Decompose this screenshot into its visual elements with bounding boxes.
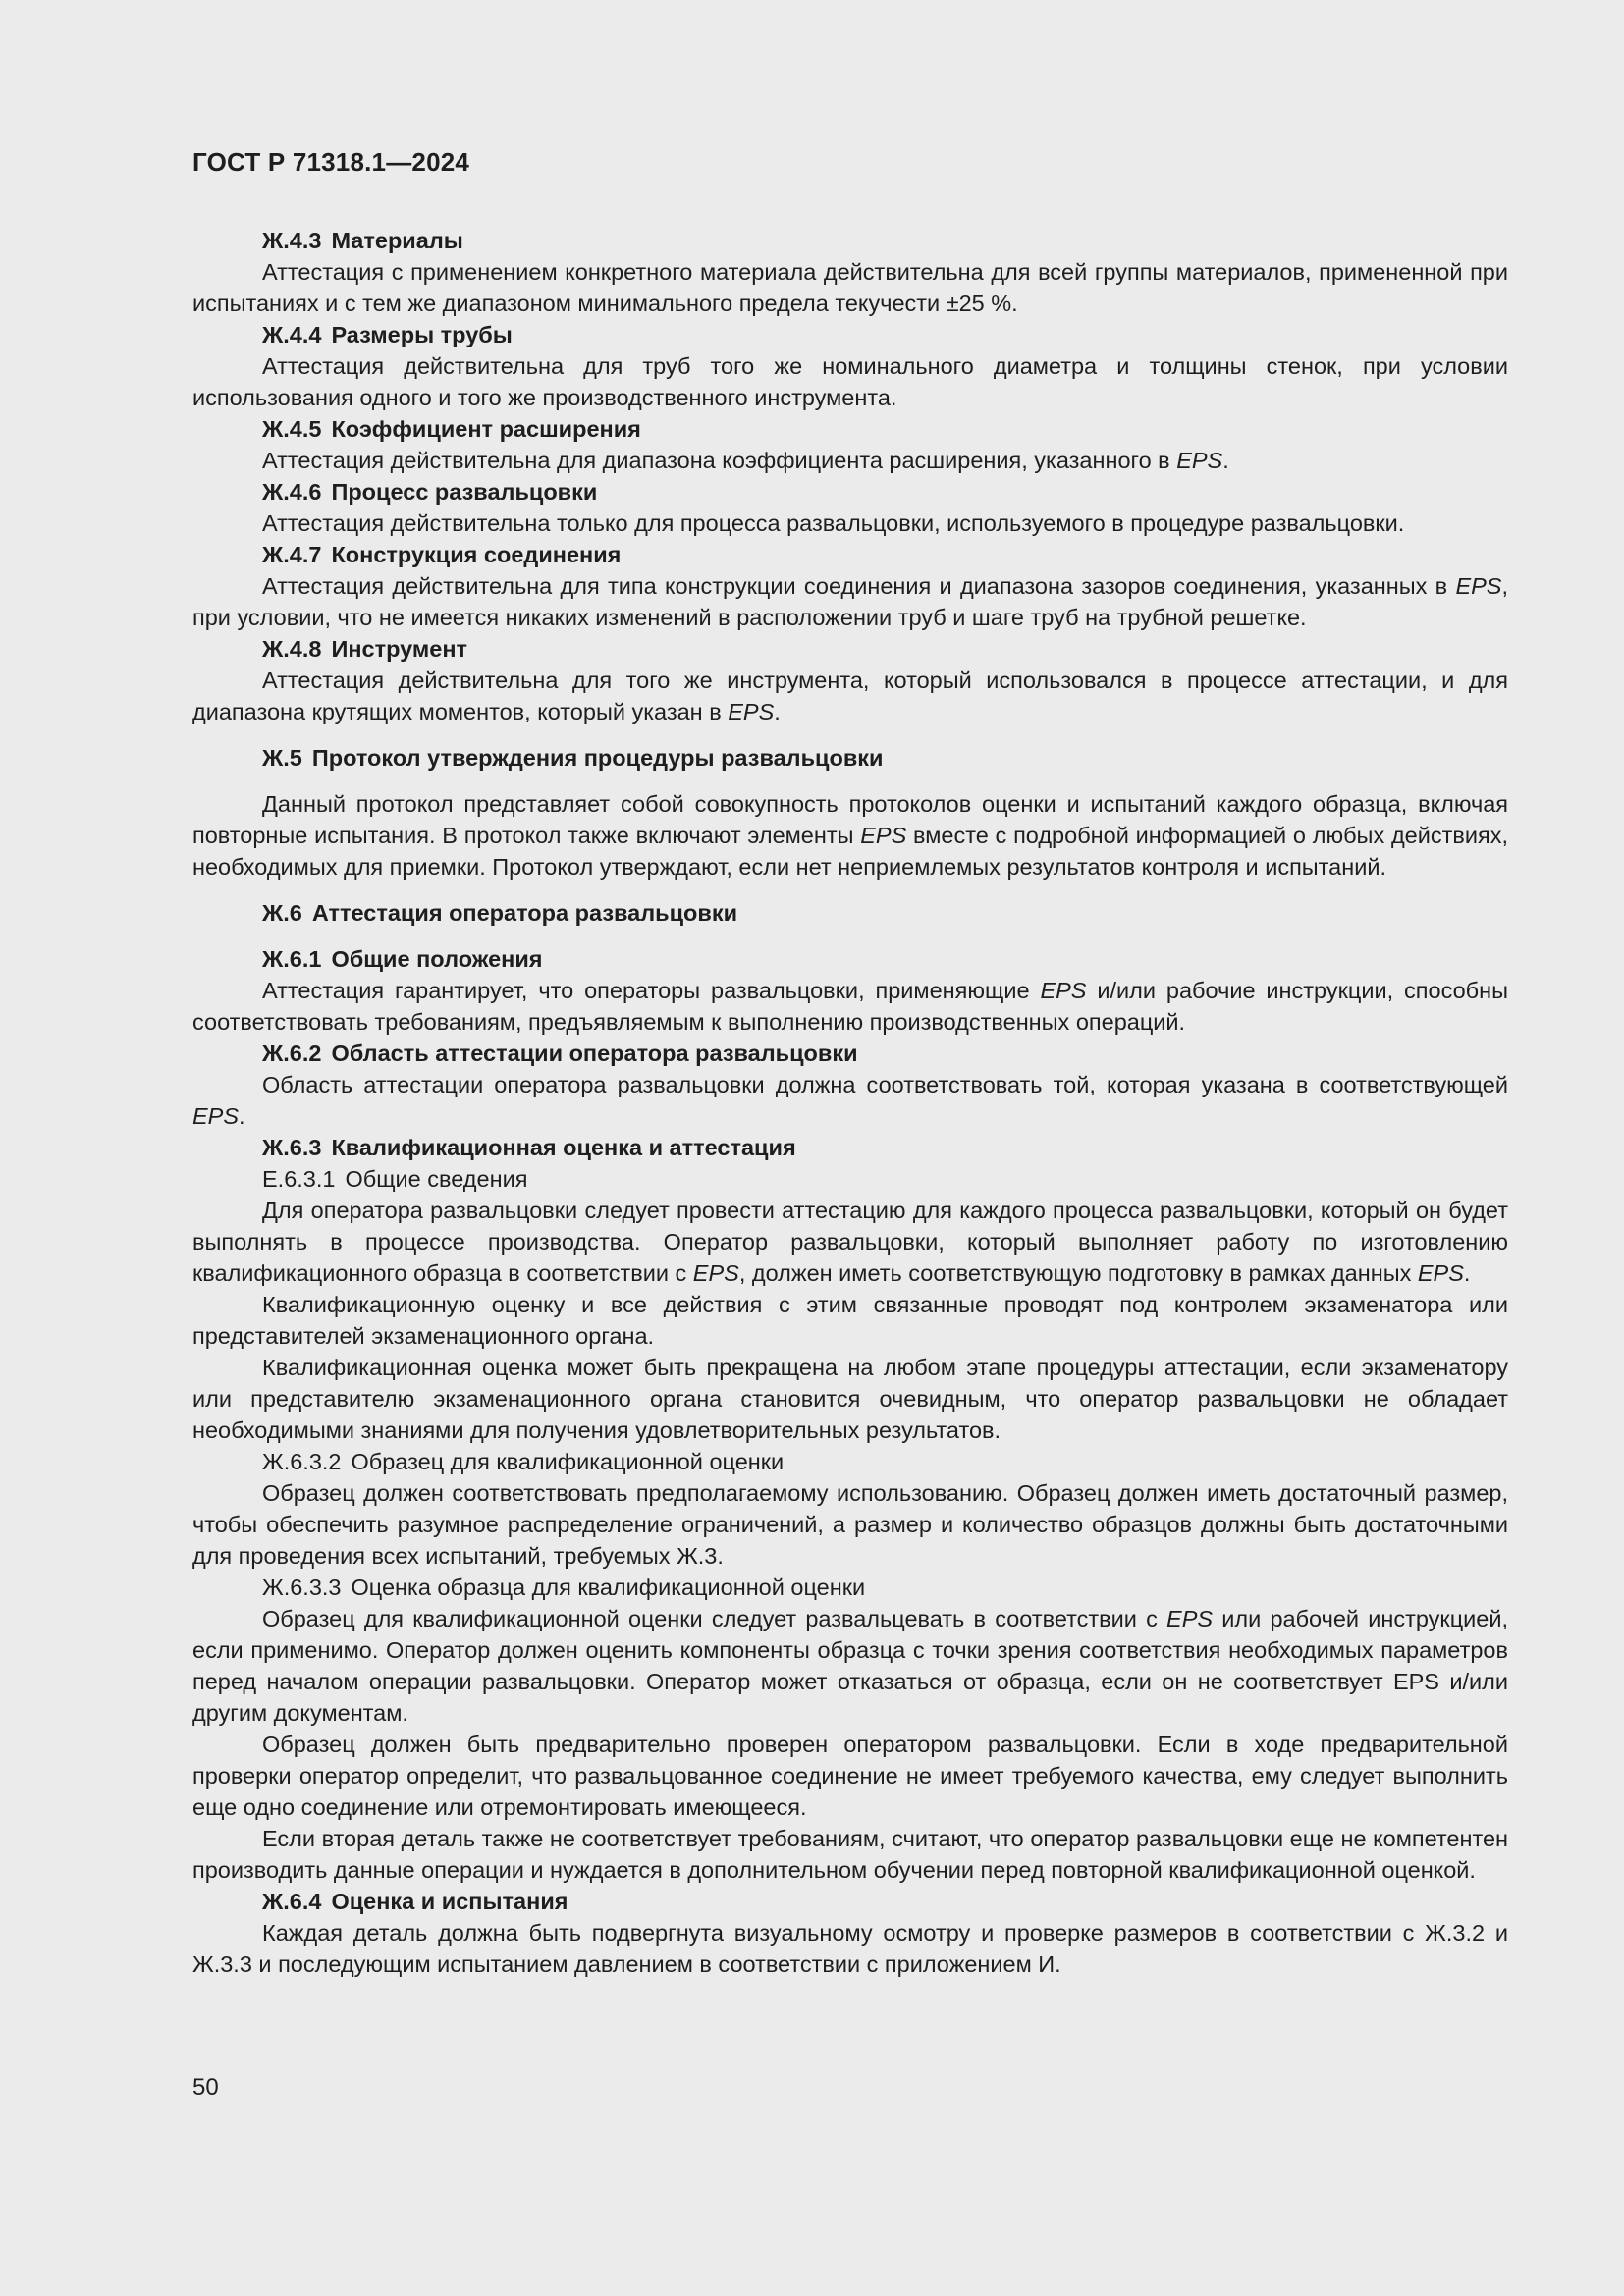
text-run: Аттестация действительна для типа конструкции соединения и диапазона зазоров соединения, указанных в [262, 573, 1456, 599]
section-title: Общие сведения [345, 1166, 528, 1192]
subheading-zh-6-3-3 [192, 1572, 1508, 1603]
section-title: Квалификационная оценка и аттестация [331, 1135, 796, 1160]
section-number: Ж.6.3.2 [262, 1449, 342, 1474]
section-number: Ж.6.1 [262, 946, 322, 972]
text-run: Данный протокол представляет собой совокупность протоколов оценки и испытаний каждого образца, включая повторные испытания. В протокол также включают элементы [192, 791, 1508, 848]
text-run: Для оператора развальцовки следует провести аттестацию для каждого процесса развальцовки, который он будет выполнять в процессе производства. Оператор развальцовки, который выполняет работу по изготовлению квалификационного образца в соответствии с [192, 1198, 1508, 1286]
heading-zh-4-5 [192, 413, 1508, 445]
heading-zh-6 [192, 897, 1508, 929]
section-title: Конструкция соединения [331, 542, 622, 567]
text-run: или рабочей инструкцией, если применимо. Оператор должен оценить компоненты образца с точки зрения соответствия необходимых параметров перед началом операции развальцовки. Оператор может отказаться от образца, если он не соответствует EPS и/или другим документам. [192, 1606, 1509, 1726]
paragraph: Если вторая деталь также не соответствует требованиям, считают, что оператор развальцовки еще не компетентен производить данные операции и нуждается в дополнительном обучении перед повторной квалификационной оценкой. [192, 1826, 1508, 1883]
section-number: Ж.6.2 [262, 1041, 322, 1066]
paragraph [192, 665, 1508, 727]
eps-term: EPS [692, 1260, 739, 1286]
heading-zh-4-4 [192, 319, 1508, 350]
paragraph: Квалификационная оценка может быть прекращена на любом этапе процедуры аттестации, если экзаменатору или представителю экзаменационного органа становится очевидным, что оператор развальцовки не обладает необходимыми знаниями для получения удовлетворительных результатов. [192, 1355, 1508, 1443]
section-title: Образец для квалификационной оценки [351, 1449, 785, 1474]
section-number: Ж.4.5 [262, 416, 322, 442]
paragraph: Аттестация действительна только для процесса развальцовки, используемого в процедуре развальцовки. [262, 510, 1405, 536]
section-number: Ж.4.3 [262, 228, 322, 253]
heading-zh-4-3 [192, 225, 1508, 256]
section-number: Ж.4.8 [262, 636, 322, 662]
heading-zh-5 [192, 742, 1508, 774]
heading-zh-6-1 [192, 943, 1508, 975]
section-title: Область аттестации оператора развальцовки [331, 1041, 858, 1066]
section-number: Е.6.3.1 [262, 1166, 336, 1192]
text-run: вместе с подробной информацией о любых действиях, необходимых для приемки. Протокол утверждают, если нет неприемлемых результатов контроля и испытаний. [192, 823, 1508, 880]
eps-term: EPS [1040, 978, 1087, 1003]
heading-zh-6-2 [192, 1038, 1508, 1069]
text-run: и/или рабочие инструкции, способны соответствовать требованиям, предъявляемым к выполнению производственных операций. [192, 978, 1508, 1035]
eps-term: EPS [1417, 1260, 1464, 1286]
eps-term: EPS [860, 823, 907, 848]
section-number: Ж.4.7 [262, 542, 322, 567]
section-number: Ж.5 [262, 745, 302, 771]
document-header: ГОСТ Р 71318.1—2024 [192, 147, 470, 177]
text-run: Аттестация действительна для того же инструмента, который использовался в процессе аттестации, и для диапазона крутящих моментов, который указан в [192, 667, 1508, 724]
heading-zh-4-7 [192, 539, 1508, 570]
paragraph: Аттестация с применением конкретного материала действительна для всей группы материалов, примененной при испытаниях и с тем же диапазоном минимального предела текучести ±25 %. [192, 259, 1508, 316]
heading-zh-4-8 [192, 633, 1508, 665]
text-run: Аттестация действительна для диапазона коэффициента расширения, указанного в [262, 448, 1177, 473]
subheading-zh-6-3-2 [192, 1446, 1508, 1477]
section-title: Инструмент [331, 636, 468, 662]
eps-term: EPS [728, 699, 775, 724]
paragraph [192, 1603, 1508, 1729]
eps-term: EPS [1455, 573, 1502, 599]
section-title: Общие положения [331, 946, 543, 972]
paragraph: Образец должен быть предварительно проверен оператором развальцовки. Если в ходе предварительной проверки оператор определит, что развальцованное соединение не имеет требуемого качества, ему следует выполнить еще одно соединение или отремонтировать имеющееся. [192, 1732, 1508, 1820]
text-run: Область аттестации оператора развальцовки должна соответствовать той, которая указана в соответствующей [262, 1072, 1508, 1097]
section-title: Оценка образца для квалификационной оценки [351, 1575, 866, 1600]
section-title: Материалы [331, 228, 463, 253]
paragraph [192, 975, 1508, 1038]
section-number: Ж.6.3.3 [262, 1575, 342, 1600]
paragraph: Образец должен соответствовать предполагаемому использованию. Образец должен иметь достаточный размер, чтобы обеспечить разумное распределение ограничений, а размер и количество образцов должны быть достаточными для проведения всех испытаний, требуемых Ж.3. [192, 1480, 1508, 1569]
eps-term: EPS [1176, 448, 1223, 473]
text-run: . [239, 1103, 245, 1129]
paragraph: Аттестация действительна для труб того же номинального диаметра и толщины стенок, при условии использования одного и того же производственного инструмента. [192, 353, 1508, 410]
heading-zh-4-6 [192, 476, 1508, 507]
document-body [192, 225, 1508, 1980]
section-number: Ж.4.4 [262, 322, 322, 347]
eps-term: EPS [192, 1103, 240, 1129]
text-run: . [774, 699, 781, 724]
subheading-e-6-3-1 [192, 1163, 1508, 1195]
text-run: Образец для квалификационной оценки следует развальцевать в соответствии с [262, 1606, 1167, 1631]
section-number: Ж.6.3 [262, 1135, 322, 1160]
paragraph [192, 1069, 1508, 1132]
paragraph [192, 788, 1508, 882]
heading-zh-6-3 [192, 1132, 1508, 1163]
text-run: , должен иметь соответствующую подготовку в рамках данных [738, 1260, 1418, 1286]
text-run: Аттестация гарантирует, что операторы развальцовки, применяющие [262, 978, 1041, 1003]
text-run: . [1222, 448, 1229, 473]
section-title: Коэффициент расширения [331, 416, 641, 442]
section-title: Оценка и испытания [331, 1889, 568, 1914]
section-title: Протокол утверждения процедуры развальцовки [311, 745, 884, 771]
text-run: . [1463, 1260, 1471, 1286]
section-number: Ж.4.6 [262, 479, 322, 505]
page-number: 50 [192, 2074, 219, 2101]
paragraph: Каждая деталь должна быть подвергнута визуальному осмотру и проверке размеров в соответствии с Ж.3.2 и Ж.3.3 и последующим испытанием давлением в соответствии с приложением И. [192, 1920, 1508, 1977]
section-number: Ж.6.4 [262, 1889, 322, 1914]
paragraph [192, 445, 1508, 476]
section-title: Процесс развальцовки [331, 479, 598, 505]
paragraph: Квалификационную оценку и все действия с этим связанные проводят под контролем экзаменатора или представителей экзаменационного органа. [192, 1292, 1508, 1349]
paragraph [192, 1195, 1508, 1289]
section-number: Ж.6 [262, 900, 302, 926]
section-title: Аттестация оператора развальцовки [311, 900, 738, 926]
section-title: Размеры трубы [331, 322, 513, 347]
eps-term: EPS [1166, 1606, 1214, 1631]
text-run: , при условии, что не имеется никаких изменений в расположении труб и шаге труб на трубной решетке. [192, 573, 1508, 630]
heading-zh-6-4 [192, 1886, 1508, 1917]
paragraph [192, 570, 1508, 633]
